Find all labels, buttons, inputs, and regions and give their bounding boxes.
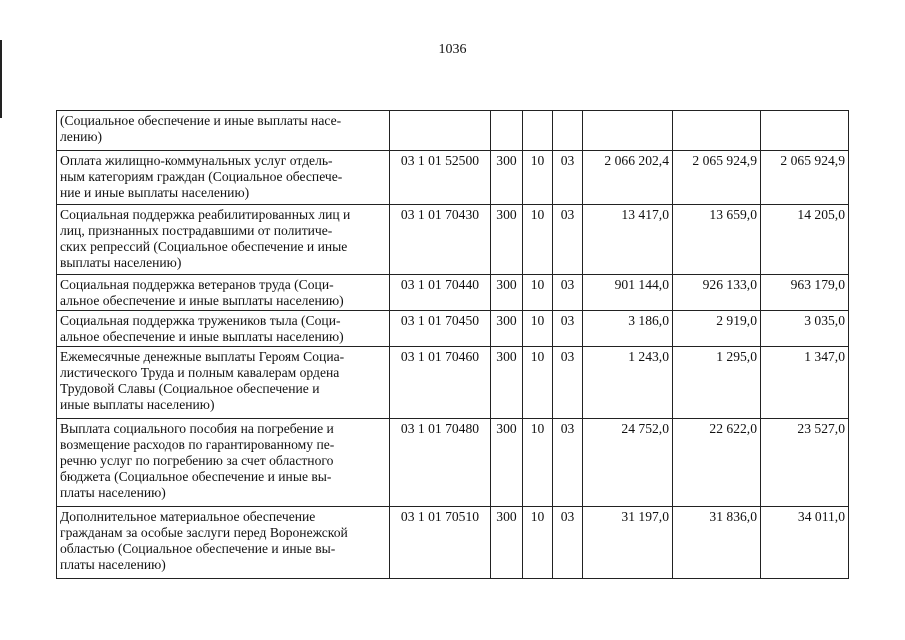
expense-type-cell: 300: [491, 419, 523, 507]
section-cell: 10: [523, 419, 553, 507]
amount-year3-cell: [761, 111, 849, 151]
subsection-cell: 03: [553, 275, 583, 311]
amount-year3-cell: 963 179,0: [761, 275, 849, 311]
expense-type-cell: 300: [491, 205, 523, 275]
amount-year1-cell: 3 186,0: [583, 311, 673, 347]
expense-type-cell: 300: [491, 507, 523, 579]
amount-year1-cell: 31 197,0: [583, 507, 673, 579]
table-row: [57, 111, 849, 151]
section-cell: 10: [523, 151, 553, 205]
subsection-cell: [553, 111, 583, 151]
item-name-cell: Социальная поддержка ветеранов труда (Соци- альное обеспечение и иные выплаты населению): [57, 275, 390, 311]
section-cell: 10: [523, 275, 553, 311]
subsection-cell: 03: [553, 151, 583, 205]
amount-year2-cell: 2 919,0: [673, 311, 761, 347]
section-cell: 10: [523, 347, 553, 419]
amount-year3-cell: 1 347,0: [761, 347, 849, 419]
amount-year3-cell: 23 527,0: [761, 419, 849, 507]
amount-year2-cell: 1 295,0: [673, 347, 761, 419]
amount-year2-cell: 22 622,0: [673, 419, 761, 507]
amount-year1-cell: 24 752,0: [583, 419, 673, 507]
amount-year1-cell: 2 066 202,4: [583, 151, 673, 205]
target-code-cell: 03 1 01 70450: [390, 311, 491, 347]
subsection-cell: 03: [553, 347, 583, 419]
amount-year2-cell: 13 659,0: [673, 205, 761, 275]
subsection-cell: 03: [553, 205, 583, 275]
target-code-cell: 03 1 01 52500: [390, 151, 491, 205]
amount-year2-cell: 2 065 924,9: [673, 151, 761, 205]
table-row: [57, 311, 849, 347]
amount-year3-cell: 2 065 924,9: [761, 151, 849, 205]
expense-type-cell: 300: [491, 275, 523, 311]
target-code-cell: [390, 111, 491, 151]
section-cell: 10: [523, 205, 553, 275]
expense-type-cell: 300: [491, 347, 523, 419]
expense-type-cell: 300: [491, 151, 523, 205]
table-row: [57, 275, 849, 311]
section-cell: [523, 111, 553, 151]
amount-year3-cell: 34 011,0: [761, 507, 849, 579]
section-cell: 10: [523, 507, 553, 579]
target-code-cell: 03 1 01 70440: [390, 275, 491, 311]
amount-year1-cell: 13 417,0: [583, 205, 673, 275]
table-row: [57, 347, 849, 419]
table-row: [57, 151, 849, 205]
expense-type-cell: [491, 111, 523, 151]
item-name-cell: Дополнительное материальное обеспечение гражданам за особые заслуги перед Воронежской областью (Социальное обеспечение и иные вы- платы населению): [57, 507, 390, 579]
amount-year1-cell: 1 243,0: [583, 347, 673, 419]
item-name-cell: Оплата жилищно-коммунальных услуг отдель- ным категориям граждан (Социальное обеспече- ние и иные выплаты населению): [57, 151, 390, 205]
item-name-cell: (Социальное обеспечение и иные выплаты насе- лению): [57, 111, 390, 151]
table-row: [57, 419, 849, 507]
section-cell: 10: [523, 311, 553, 347]
amount-year3-cell: 3 035,0: [761, 311, 849, 347]
amount-year1-cell: 901 144,0: [583, 275, 673, 311]
target-code-cell: 03 1 01 70460: [390, 347, 491, 419]
subsection-cell: 03: [553, 507, 583, 579]
table-row: [57, 205, 849, 275]
table-row: [57, 507, 849, 579]
item-name-cell: Выплата социального пособия на погребение и возмещение расходов по гарантированному пе- речню услуг по погребению за счет областного бюджета (Социальное обеспечение и иные вы- платы населению): [57, 419, 390, 507]
table-body: [57, 111, 849, 579]
target-code-cell: 03 1 01 70430: [390, 205, 491, 275]
item-name-cell: Социальная поддержка тружеников тыла (Соци- альное обеспечение и иные выплаты населению): [57, 311, 390, 347]
expense-type-cell: 300: [491, 311, 523, 347]
amount-year2-cell: [673, 111, 761, 151]
item-name-cell: Социальная поддержка реабилитированных лиц и лиц, признанных пострадавшими от политиче- ских репрессий (Социальное обеспечение и иные выплаты населению): [57, 205, 390, 275]
target-code-cell: 03 1 01 70480: [390, 419, 491, 507]
amount-year1-cell: [583, 111, 673, 151]
page-number: 1036: [438, 42, 467, 57]
subsection-cell: 03: [553, 419, 583, 507]
subsection-cell: 03: [553, 311, 583, 347]
item-name-cell: Ежемесячные денежные выплаты Героям Социа- листического Труда и полным кавалерам ордена Трудовой Славы (Социальное обеспечение и иные выплаты населению): [57, 347, 390, 419]
target-code-cell: 03 1 01 70510: [390, 507, 491, 579]
amount-year3-cell: 14 205,0: [761, 205, 849, 275]
amount-year2-cell: 31 836,0: [673, 507, 761, 579]
amount-year2-cell: 926 133,0: [673, 275, 761, 311]
budget-table: [56, 110, 849, 579]
